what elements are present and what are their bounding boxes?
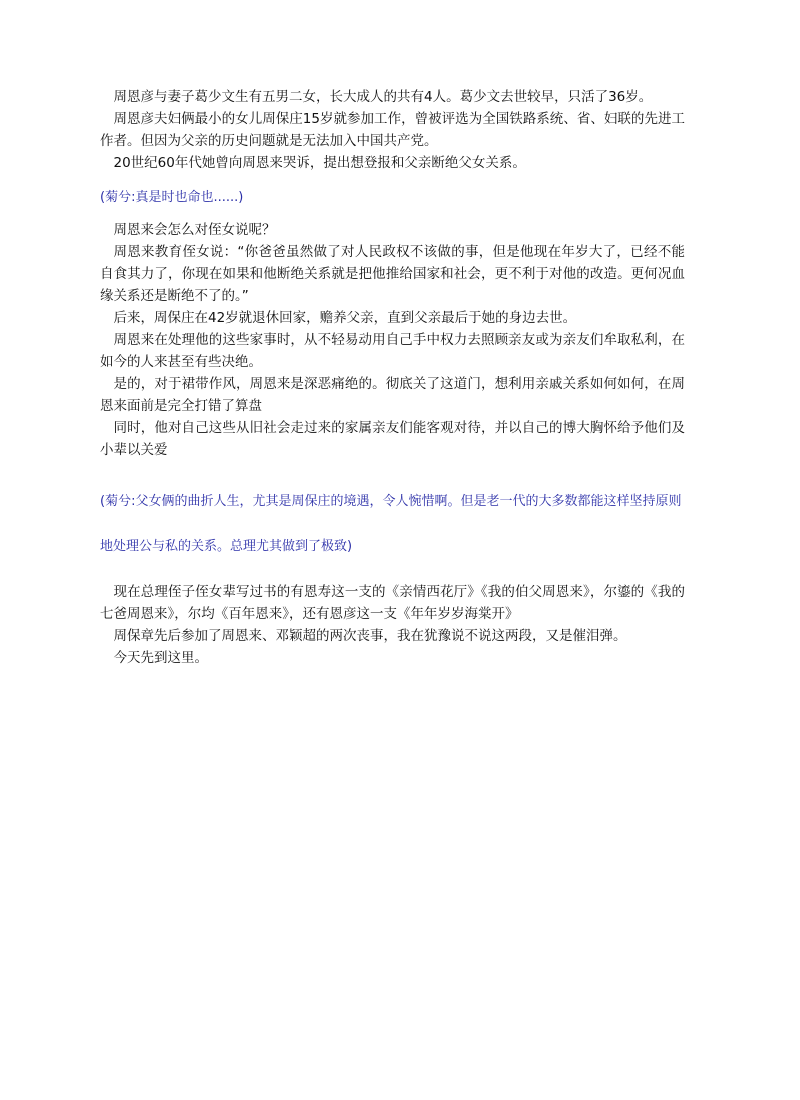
paragraph-funerals: 周保章先后参加了周恩来、邓颖超的两次丧事，我在犹豫说不说这两段，又是催泪弹。: [113, 628, 627, 644]
paragraph-1960s: 20世纪60年代她曾向周恩来哭诉，提出想登报和父亲断绝父女关系。: [113, 155, 526, 171]
paragraph-education: 周恩来教育侄女说：“你爸爸虽然做了对人民政权不该做的事，但是他现在年岁大了，已经不能自食其力了，你现在如果和他断绝关系就是把他推给国家和社会，更不利于对他的改造。更何况血缘关系还是断绝不了的。”: [100, 244, 685, 304]
paragraph-family: 周恩彦与妻子葛少文生有五男二女，长大成人的共有4人。葛少文去世较早，只活了36岁。: [113, 89, 653, 105]
comment-note-2: (菊兮:父女俩的曲折人生，尤其是周保庄的境遇，令人惋惜啊。但是老一代的大多数都能这样坚持原则地处理公与私的关系。总理尤其做到了极致): [100, 494, 682, 554]
paragraph-nepotism: 是的，对于裙带作风，周恩来是深恶痛绝的。彻底关了这道门，想利用亲戚关系如何如何，在周恩来面前是完全打错了算盘: [100, 376, 685, 414]
paragraph-daughter: 周恩彦夫妇俩最小的女儿周保庄15岁就参加工作，曾被评选为全国铁路系统、省、妇联的先进工作者。但因为父亲的历史问题就是无法加入中国共产党。: [100, 111, 685, 149]
paragraph-books: 现在总理侄子侄女辈写过书的有恩寿这一支的《亲情西花厅》《我的伯父周恩来》，尔鎏的《我的七爸周恩来》，尔均《百年恩来》，还有恩彦这一支《年年岁岁海棠开》: [100, 584, 685, 622]
comment-note-1: (菊兮:真是时也命也......): [100, 190, 244, 205]
paragraph-closing: 今天先到这里。: [113, 650, 208, 666]
paragraph-handling: 周恩来在处理他的这些家事时，从不轻易动用自己手中权力去照顾亲友或为亲友们牟取私利，在如今的人来甚至有些决绝。: [100, 332, 685, 370]
paragraph-question: 周恩来会怎么对侄女说呢？: [113, 222, 276, 238]
paragraph-retire: 后来，周保庄在42岁就退休回家，赡养父亲，直到父亲最后于她的身边去世。: [113, 310, 577, 326]
paragraph-care: 同时，他对自己这些从旧社会走过来的家属亲友们能客观对待，并以自己的博大胸怀给予他们及小辈以关爱: [100, 420, 685, 458]
document-body: [100, 86, 685, 669]
